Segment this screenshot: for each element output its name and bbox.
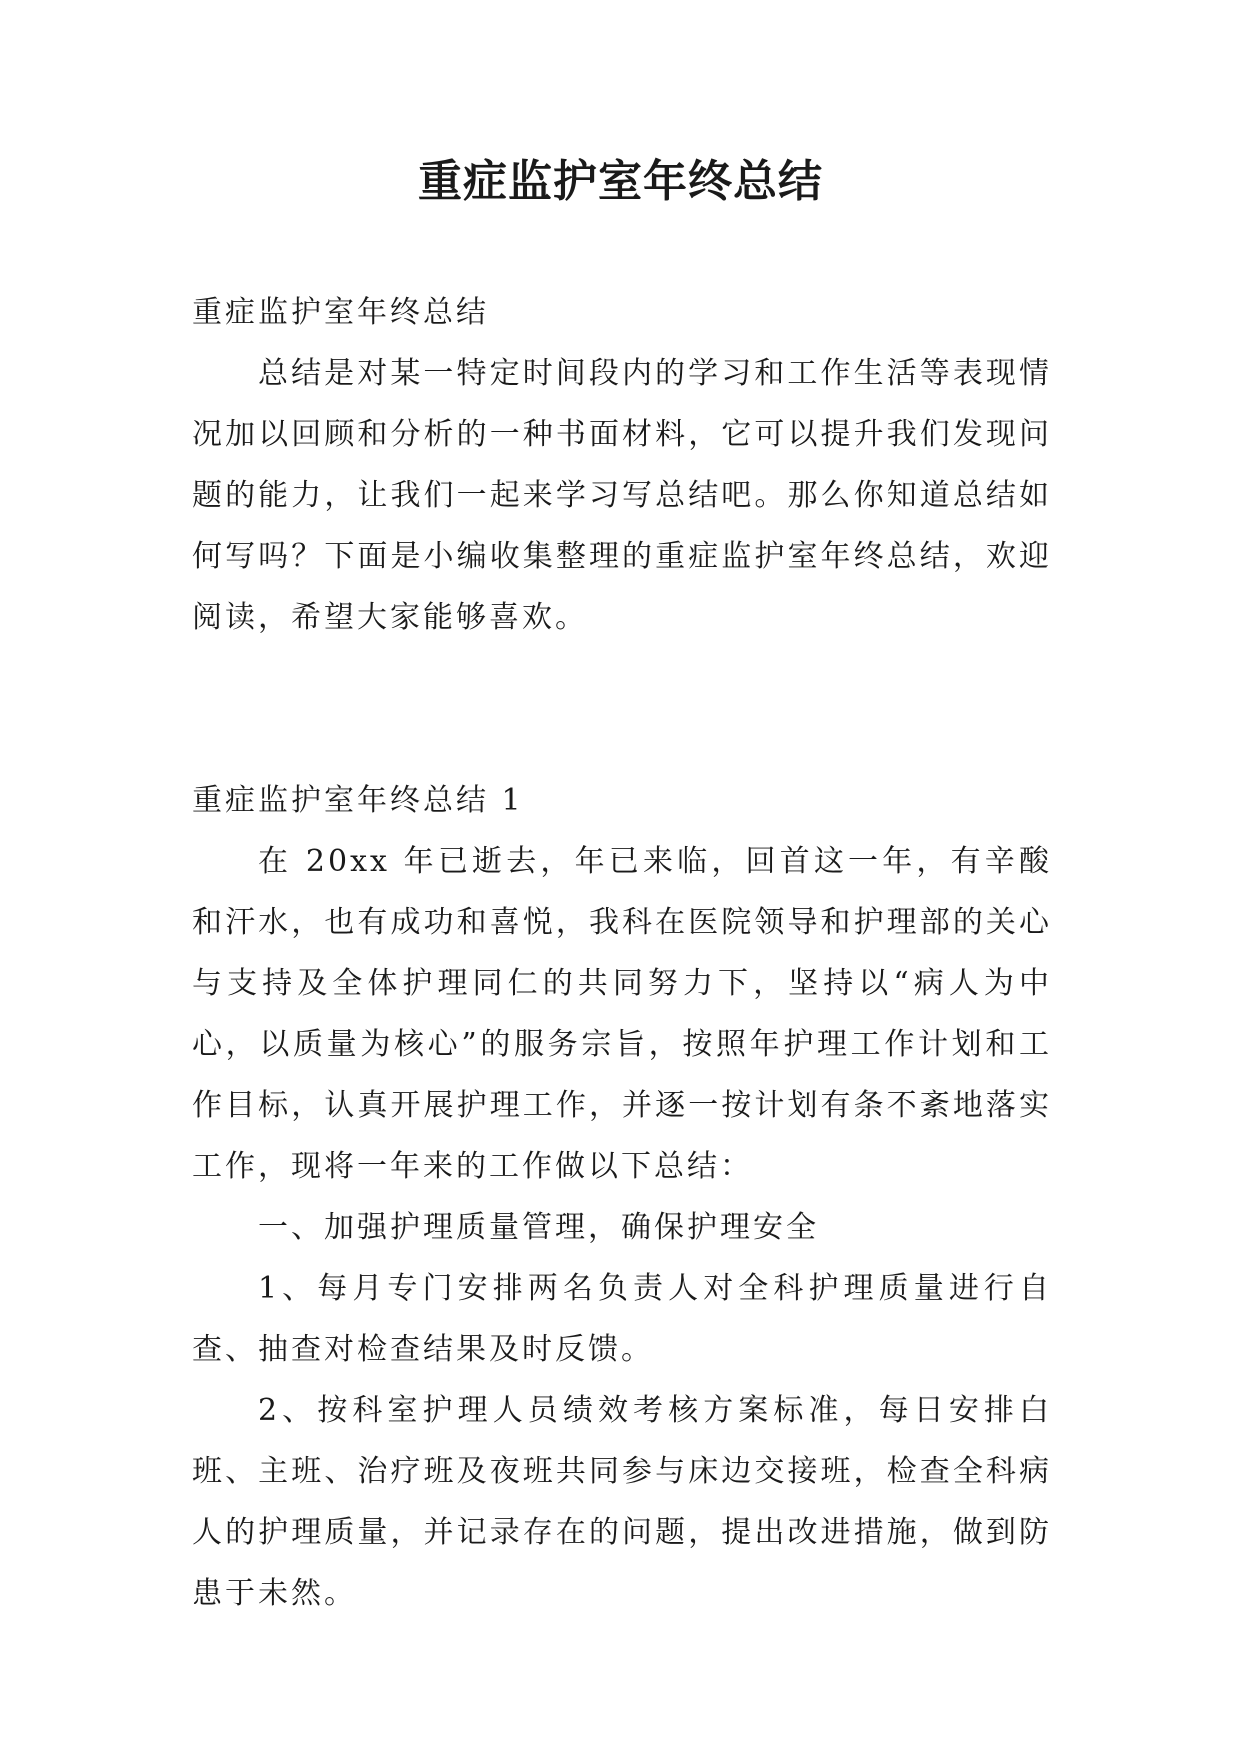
section-heading: 重症监护室年终总结 1: [192, 783, 524, 818]
list-item: 1、每月专门安排两名负责人对全科护理质量进行自查、抽查对检查结果及时反馈。: [192, 1271, 1052, 1367]
document-subtitle: 重症监护室年终总结: [192, 295, 489, 330]
document-title: 重症监护室年终总结: [418, 156, 823, 207]
body-paragraph: 在 20xx 年已逝去，年已来临，回首这一年，有辛酸和汗水，也有成功和喜悦，我科在医院领导和护理部的关心与支持及全体护理同仁的共同努力下，坚持以“病人为中心，以质量为核心”的服务宗旨，按照年护理工作计划和工作目标，认真开展护理工作，并逐一按计划有条不紊地落实工作，现将一年来的工作做以下总结：: [192, 844, 1052, 1184]
point-heading: 一、加强护理质量管理，确保护理安全: [258, 1210, 819, 1245]
section-spacer: [192, 648, 1052, 770]
document-body: [192, 282, 1052, 1624]
intro-paragraph: 总结是对某一特定时间段内的学习和工作生活等表现情况加以回顾和分析的一种书面材料，它可以提升我们发现问题的能力，让我们一起来学习写总结吧。那么你知道总结如何写吗？下面是小编收集整理的重症监护室年终总结，欢迎阅读，希望大家能够喜欢。: [192, 356, 1052, 635]
list-item: 2、按科室护理人员绩效考核方案标准，每日安排白班、主班、治疗班及夜班共同参与床边交接班，检查全科病人的护理质量，并记录存在的问题，提出改进措施，做到防患于未然。: [192, 1393, 1052, 1611]
